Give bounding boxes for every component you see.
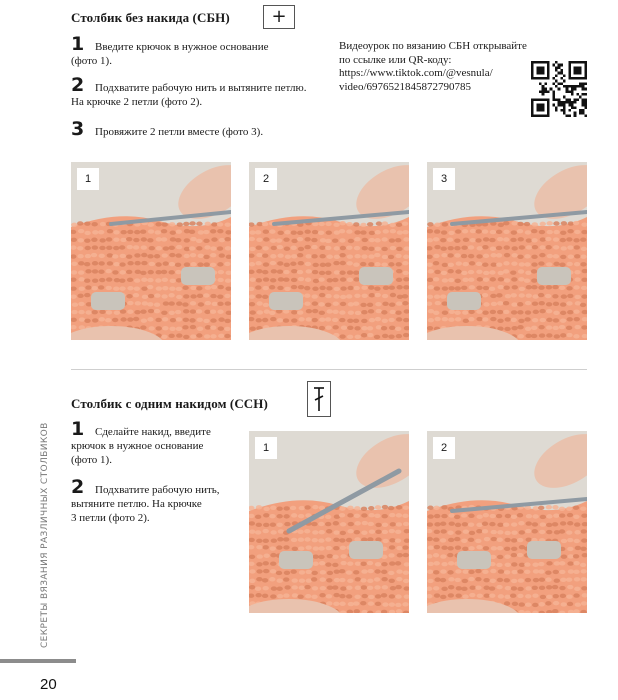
section-title-sc: Столбик без накида (СБН) <box>71 10 230 25</box>
qr-code[interactable] <box>531 61 587 117</box>
symbol-box-dc <box>307 381 331 417</box>
photo-label: 2 <box>433 437 455 459</box>
step-text: Подхватите рабочую нить и вытяните петлю. На крючке 2 петли (фото 2). <box>71 82 307 108</box>
photo-label: 1 <box>255 437 277 459</box>
side-book-title: СЕКРЕТЫ ВЯЗАНИЯ РАЗЛИЧНЫХ СТОЛБИКОВ <box>40 422 50 648</box>
step-number: 1 <box>71 418 85 440</box>
section-divider <box>71 369 587 370</box>
photo-label: 3 <box>433 168 455 190</box>
photo-sc-1 <box>71 162 231 340</box>
video-info: Видеоурок по вязанию СБН открывайте по ссылке или QR-коду: https://www.tiktok.com/@vesnula/ video/6976521845872790785 <box>339 40 529 94</box>
step-number: 3 <box>71 118 85 140</box>
photo-dc-1 <box>249 431 409 613</box>
page-bar <box>0 659 76 663</box>
sc-symbol: + <box>271 6 287 27</box>
step-text: Провяжите 2 петли вместе (фото 3). <box>95 126 264 138</box>
symbol-box-sc <box>263 5 295 29</box>
video-link[interactable]: video/6976521845872790785 <box>339 80 471 93</box>
page-number: 20 <box>40 676 57 693</box>
photo-sc-3 <box>427 162 587 340</box>
photo-sc-2 <box>249 162 409 340</box>
step-text: Сделайте накид, введите крючок в нужное основание (фото 1). <box>71 426 211 466</box>
photo-label: 2 <box>255 168 277 190</box>
video-link[interactable]: https://www.tiktok.com/@vesnula/ <box>339 67 493 80</box>
photo-dc-2 <box>427 431 587 613</box>
dc-symbol-icon <box>312 385 326 413</box>
step-text: Введите крючок в нужное основание (фото 1). <box>71 41 269 67</box>
section-title-dc: Столбик с одним накидом (ССН) <box>71 396 268 411</box>
step-number: 1 <box>71 33 85 55</box>
step-number: 2 <box>71 476 85 498</box>
step-number: 2 <box>71 74 85 96</box>
photo-label: 1 <box>77 168 99 190</box>
step-text: Подхватите рабочую нить, вытяните петлю. На крючке 3 петли (фото 2). <box>71 484 220 524</box>
